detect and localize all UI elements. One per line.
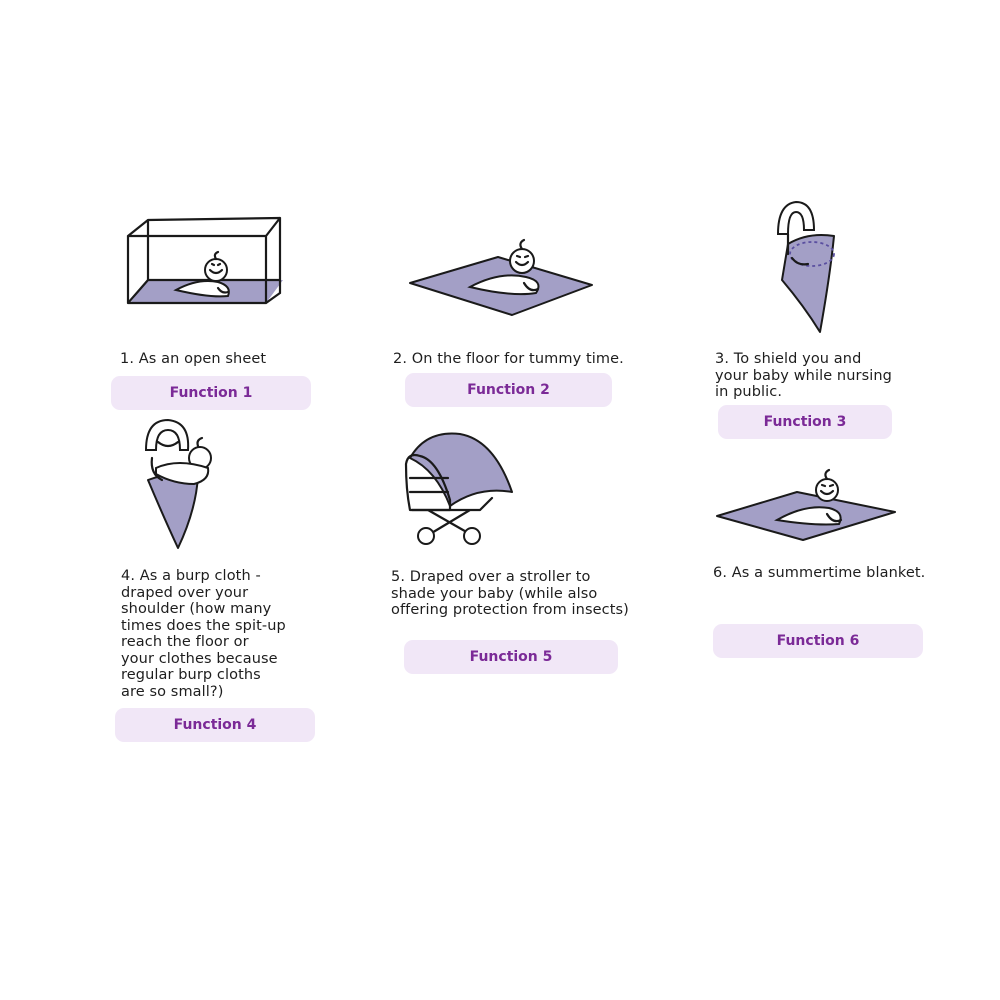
caption-5: 5. Draped over a stroller to shade your baby (while also offering protection from insects) (391, 569, 629, 618)
nursing-cover-icon (768, 196, 848, 336)
caption-4: 4. As a burp cloth - draped over your shoulder (how many times does the spit-up reach the floor or your clothes because regular burp cloths are so small?) (121, 568, 286, 700)
crib-sheet-icon (118, 208, 288, 313)
stroller-cover-icon (398, 430, 518, 548)
caption-1: 1. As an open sheet (120, 351, 267, 367)
burp-cloth-icon (138, 414, 222, 550)
function-3-badge[interactable]: Function 3 (718, 405, 892, 439)
function-4-badge[interactable]: Function 4 (115, 708, 315, 742)
caption-6: 6. As a summertime blanket. (713, 565, 926, 581)
function-6-badge[interactable]: Function 6 (713, 624, 923, 658)
caption-2: 2. On the floor for tummy time. (393, 351, 624, 367)
summer-blanket-icon (715, 462, 897, 542)
tummy-time-mat-icon (408, 235, 594, 320)
function-5-badge[interactable]: Function 5 (404, 640, 618, 674)
caption-3: 3. To shield you and your baby while nursing in public. (715, 351, 892, 400)
function-2-badge[interactable]: Function 2 (405, 373, 612, 407)
function-1-badge[interactable]: Function 1 (111, 376, 311, 410)
